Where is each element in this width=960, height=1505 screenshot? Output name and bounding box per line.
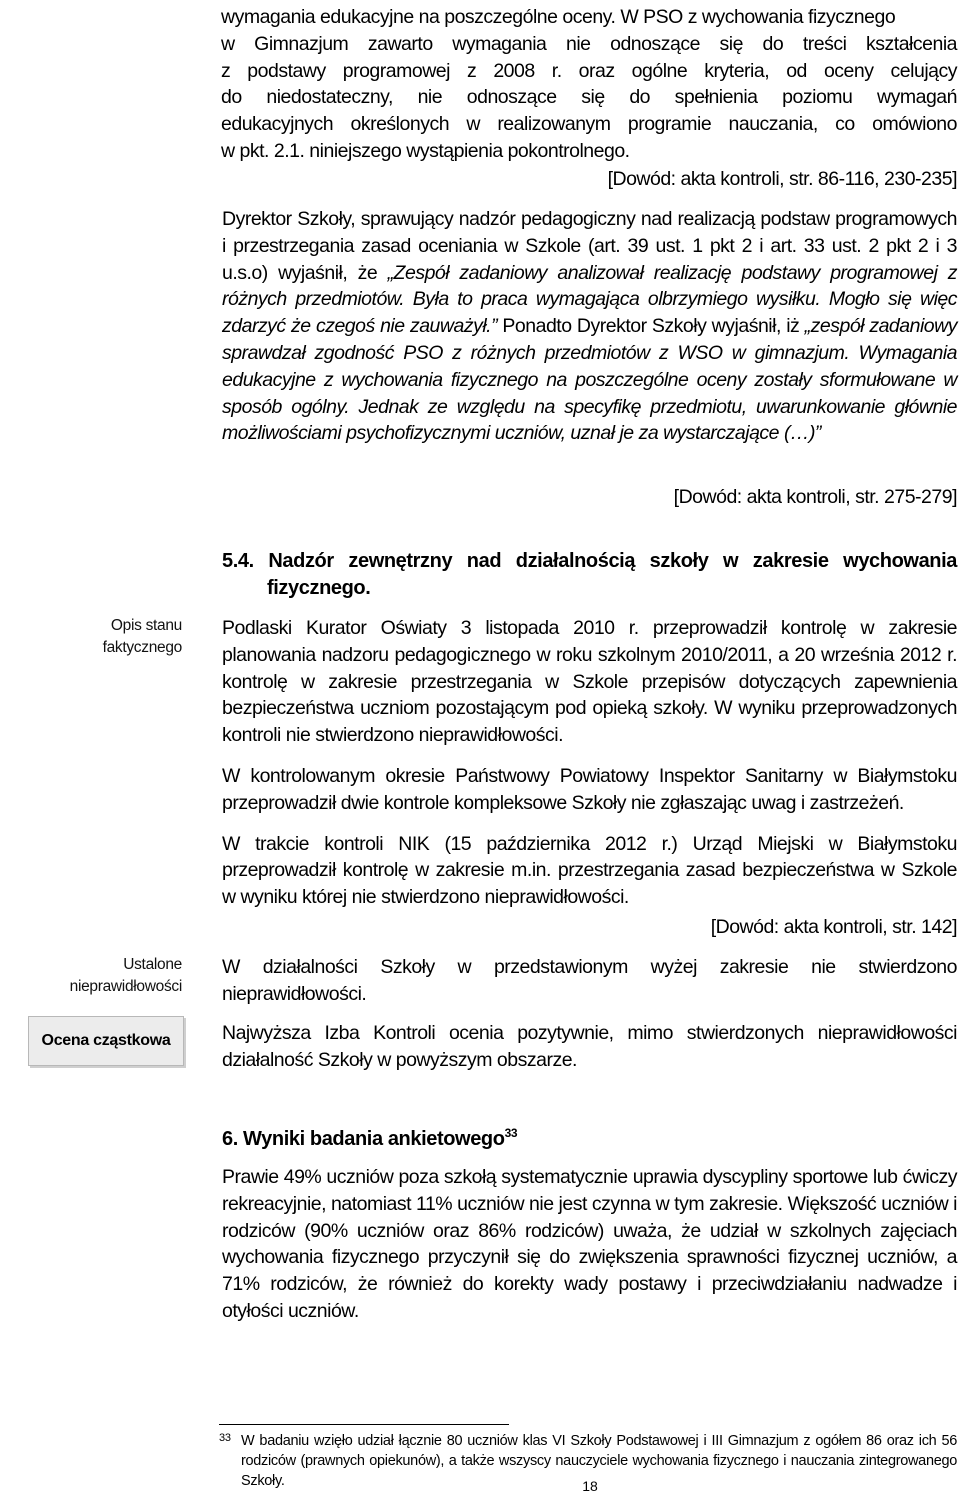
explanation-text-b: Ponadto Dyrektor Szkoły wyjaśnił, iż xyxy=(497,315,805,338)
footnote-separator xyxy=(219,1424,509,1425)
margin-label-facts xyxy=(30,615,182,659)
footnote-text: W badaniu wzięło udział łącznie 80 uczniów klas VI Szkoły Podstawowej i III Gimnazjum z ogółem 86 oraz ich 56 rodziców (prawnych opiekunów), a także wszyscy nauczyciele wychowania fizycznego i nauczania zintegrowanego Szkoły. xyxy=(241,1433,957,1489)
footnote-reference: 33 xyxy=(504,1126,518,1140)
explanation-quote-a: „Zespół zadaniowy analizował realizację podstawy programowej z różnych przedmiotów. Była to praca wymagająca olbrzymiego wysiłku. Mogło się więc zdarzyć że czegoś nie zauważył.” xyxy=(222,261,957,338)
director-explanation-paragraph xyxy=(222,206,957,447)
section-6 xyxy=(222,1126,957,1325)
page-number: 18 xyxy=(582,1478,598,1494)
section-6-heading-text: 6. Wyniki badania ankietowego xyxy=(222,1128,505,1150)
section-5-4-paragraph-5: Najwyższa Izba Kontroli ocenia pozytywnie, mimo stwierdzonych nieprawidłowości działalność Szkoły w powyższym obszarze. xyxy=(222,1022,957,1072)
section-6-heading xyxy=(222,1126,957,1153)
margin-label-facts-line-1: Opis stanu xyxy=(110,617,182,634)
section-5-4-paragraph-1: Podlaski Kurator Oświaty 3 listopada 2010 r. przeprowadził kontrolę w zakresie planowania nadzoru pedagogicznego w roku szkolnym 2010/2011, a 20 września 2012 r. kontrolę w zakresie przestrzegania w Szkole przepisów dotyczących zapewnienia bezpieczeństwa uczniom pozostającym pod opieką szkoły. W wyniku przeprowadzonych kontroli nie stwierdzono nieprawidłowości. xyxy=(222,617,957,747)
margin-label-irregularities-line-2: nieprawidłowości xyxy=(69,978,182,995)
intro-line-3: z podstawy programowej z 2008 r. oraz ogólne kryteria, od oceny celujący xyxy=(221,59,957,82)
explanation-quote-b: „zespół zadaniowy sprawdzał zgodność PSO z różnych przedmiotów z WSO w gimnazjum. Wymagania edukacyjne z wychowania fizycznego na poszczególne oceny zostały sformułowane w sposób ogólny. Jednak ze względu na specyfikę przedmiotu, uwarunkowanie głównie możliwościami psychofizycznymi uczniów, uznał je za wystarczające (…)” xyxy=(222,315,957,445)
intro-paragraph xyxy=(221,4,957,165)
margin-label-irregularities xyxy=(30,954,182,998)
section-5-4-paragraph-4: W działalności Szkoły w przedstawionym wyżej zakresie nie stwierdzono nieprawidłowości. xyxy=(222,955,957,1005)
footnote-number: 33 xyxy=(219,1432,231,1444)
evidence-note-3: [Dowód: akta kontroli, str. 142] xyxy=(710,915,957,938)
explanation-text-a: Dyrektor Szkoły, sprawujący nadzór pedagogiczny nad realizacją podstaw programowych i przestrzegania zasad oceniania w Szkole (art. 39 ust. 1 pkt 2 i art. 33 ust. 2 pkt 2 i 3 u.s.o) wyjaśnił, że xyxy=(222,208,957,284)
evidence-note-2: [Dowód: akta kontroli, str. 275-279] xyxy=(673,486,957,508)
section-5-4-heading: 5.4. Nadzór zewnętrzny nad działalnością szkoły w zakresie wychowania fizycznego. xyxy=(222,550,957,599)
section-5-4-paragraph-2: W kontrolowanym okresie Państwowy Powiatowy Inspektor Sanitarny w Białymstoku przeprowadził dwie kontrole kompleksowe Szkoły nie zgłaszając uwag i zastrzeżeń. xyxy=(222,764,957,814)
section-5-4 xyxy=(222,548,957,1074)
section-6-paragraph: Prawie 49% uczniów poza szkołą systematycznie uprawia dyscypliny sportowe lub ćwiczy rekreacyjnie, natomiast 11% uczniów nie jest czynna w tym zakresie. Większość uczniów i rodziców (90% uczniów oraz 86% rodziców) uważa, że udział w szkolnych zajęciach wychowania fizycznego przyczynił się do zwiększenia sprawności fizycznej uczniów, a 71% rodziców, że również do korekty wady postawy i przeciwdziałaniu nadwadze i otyłości uczniów. xyxy=(222,1166,957,1322)
intro-line-2: w Gimnazjum zawarto wymagania nie odnoszące się do treści kształcenia xyxy=(221,32,957,55)
evidence-note-1: [Dowód: akta kontroli, str. 86-116, 230-235] xyxy=(607,168,957,190)
intro-line-1: wymagania edukacyjne na poszczególne oceny. W PSO z wychowania fizycznego xyxy=(221,6,896,28)
margin-label-facts-line-2: faktycznego xyxy=(102,639,182,656)
partial-assessment-box: Ocena cząstkowa xyxy=(28,1016,184,1066)
intro-line-4: do niedostateczny, nie odnoszące się do spełnienia poziomu wymagań xyxy=(221,86,957,109)
intro-line-6: w pkt. 2.1. niniejszego wystąpienia pokontrolnego. xyxy=(221,139,630,162)
margin-label-irregularities-line-1: Ustalone xyxy=(123,956,182,973)
section-5-4-paragraph-3: W trakcie kontroli NIK (15 października 2012 r.) Urząd Miejski w Białymstoku przeprowadził kontrolę w zakresie m.in. przestrzegania zasad bezpieczeństwa w Szkole w wyniku której nie stwierdzono nieprawidłowości. xyxy=(222,832,957,909)
intro-line-5: edukacyjnych określonych w realizowanym programie nauczania, co omówiono xyxy=(221,113,957,136)
